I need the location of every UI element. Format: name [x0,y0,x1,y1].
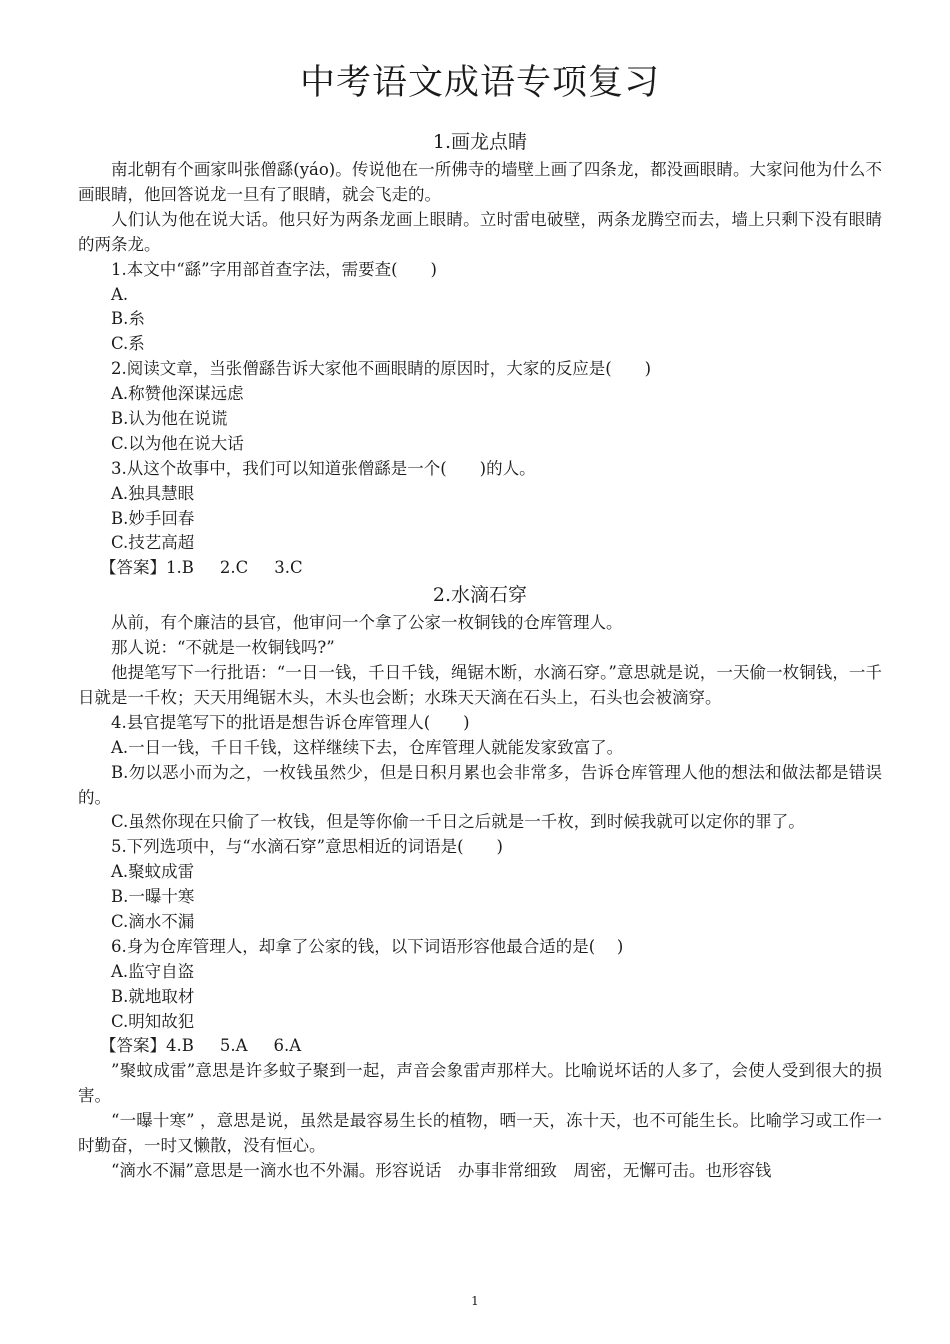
question-option: C.以为他在说大话 [111,433,244,453]
answer-item: 6.A [273,1036,302,1056]
question-option: C.系 [111,334,145,354]
story-paragraph: 那人说：“不就是一枚铜钱吗?” [111,638,335,658]
story-paragraph: 南北朝有个画家叫张僧繇(yáo)。传说他在一所佛寺的墙壁上画了四条龙，都没画眼睛。大家问他为什么不画眼睛，他回答说龙一旦有了眼睛，就会飞走的。 [78,160,882,204]
story-paragraph: 从前，有个廉洁的县官，他审问一个拿了公家一枚铜钱的仓库管理人。 [111,613,623,633]
answer-item: 2.C [219,558,249,578]
question-option: A.称赞他深谋远虑 [111,384,244,404]
question-option: B.糸 [111,309,145,329]
page-number: 1 [471,1294,479,1308]
section-heading: 1.画龙点睛 [432,131,528,153]
question-stem: 2.阅读文章，当张僧繇告诉大家他不画眼睛的原因时，大家的反应是( ) [111,359,652,379]
answer-line [78,556,882,581]
story-paragraph: 人们认为他在说大话。他只好为两条龙画上眼睛。立时雷电破壁，两条龙腾空而去，墙上只剩下没有眼睛的两条龙。 [78,209,882,254]
question-2 [78,357,882,457]
answer-item: 5.A [219,1036,248,1056]
question-stem: 3.从这个故事中，我们可以知道张僧繇是一个( )的人。 [111,458,536,478]
section-1 [78,128,882,581]
explanation-paragraph: “滴水不漏”意思是一滴水也不外漏。形容说话 办事非常细致 周密，无懈可击。也形容钱 [111,1160,772,1180]
question-4 [78,711,882,836]
answer-item: 4.B [166,1036,194,1056]
question-option: C.滴水不漏 [111,912,195,932]
question-stem: 1.本文中“繇”字用部首查字法，需要查( ) [111,259,437,279]
question-option: A.一日一钱，千日千钱，这样继续下去，仓库管理人就能发家致富了。 [111,737,624,757]
answer-item: 1.B [166,558,194,578]
question-option: A.独具慧眼 [111,483,195,503]
question-option: A.聚蚊成雷 [111,862,195,882]
document-title: 中考语文成语专项复习 [299,63,660,103]
section-heading: 2.水滴石穿 [432,584,528,607]
explanation-paragraph: ”聚蚊成雷”意思是许多蚊子聚到一起，声音会象雷声那样大。比喻说坏话的人多了，会使人受到很大的损害。 [78,1061,882,1106]
question-option: A. [111,284,129,304]
story-paragraph: 他提笔写下一行批语：“一日一钱，千日千钱，绳锯木断，水滴石穿。”意思就是说，一天偷一枚铜钱，一千日就是一千枚；天天用绳锯木头，木头也会断；水珠天天滴在石头上，石头也会被滴穿。 [78,663,882,707]
question-option: B.一曝十寒 [111,887,195,907]
question-6 [78,935,882,1035]
question-stem: 4.县官提笔写下的批语是想告诉仓库管理人( ) [111,712,470,732]
question-1 [78,258,882,358]
answer-label: 【答案】 [100,558,166,578]
question-3 [78,457,882,557]
question-option: B.妙手回春 [111,508,195,528]
question-stem: 5.下列选项中，与“水滴石穿”意思相近的词语是( ) [111,837,503,857]
document-content [78,58,882,1184]
question-option: B.就地取材 [111,986,195,1006]
question-option: C.明知故犯 [111,1011,195,1031]
explanation-paragraph: “一曝十寒” ，意思是说，虽然是最容易生长的植物，晒一天，冻十天，也不可能生长。比喻学习或工作一时勤奋，一时又懒散，没有恒心。 [78,1111,882,1156]
question-option: B.勿以恶小而为之，一枚钱虽然少，但是日积月累也会非常多，告诉仓库管理人他的想法和做法都是错误的。 [78,762,882,807]
answer-label: 【答案】 [100,1036,166,1056]
question-5 [78,835,882,935]
question-option: C.技艺高超 [111,533,195,553]
question-option: C.虽然你现在只偷了一枚钱，但是等你偷一千日之后就是一千枚，到时候我就可以定你的罪了。 [111,812,805,832]
answer-item: 3.C [274,558,303,578]
section-2 [78,581,882,1184]
question-option: B.认为他在说谎 [111,408,228,428]
answer-line [78,1034,882,1059]
question-option: A.监守自盗 [111,961,195,981]
question-stem: 6.身为仓库管理人，却拿了公家的钱，以下词语形容他最合适的是( ) [111,936,624,956]
